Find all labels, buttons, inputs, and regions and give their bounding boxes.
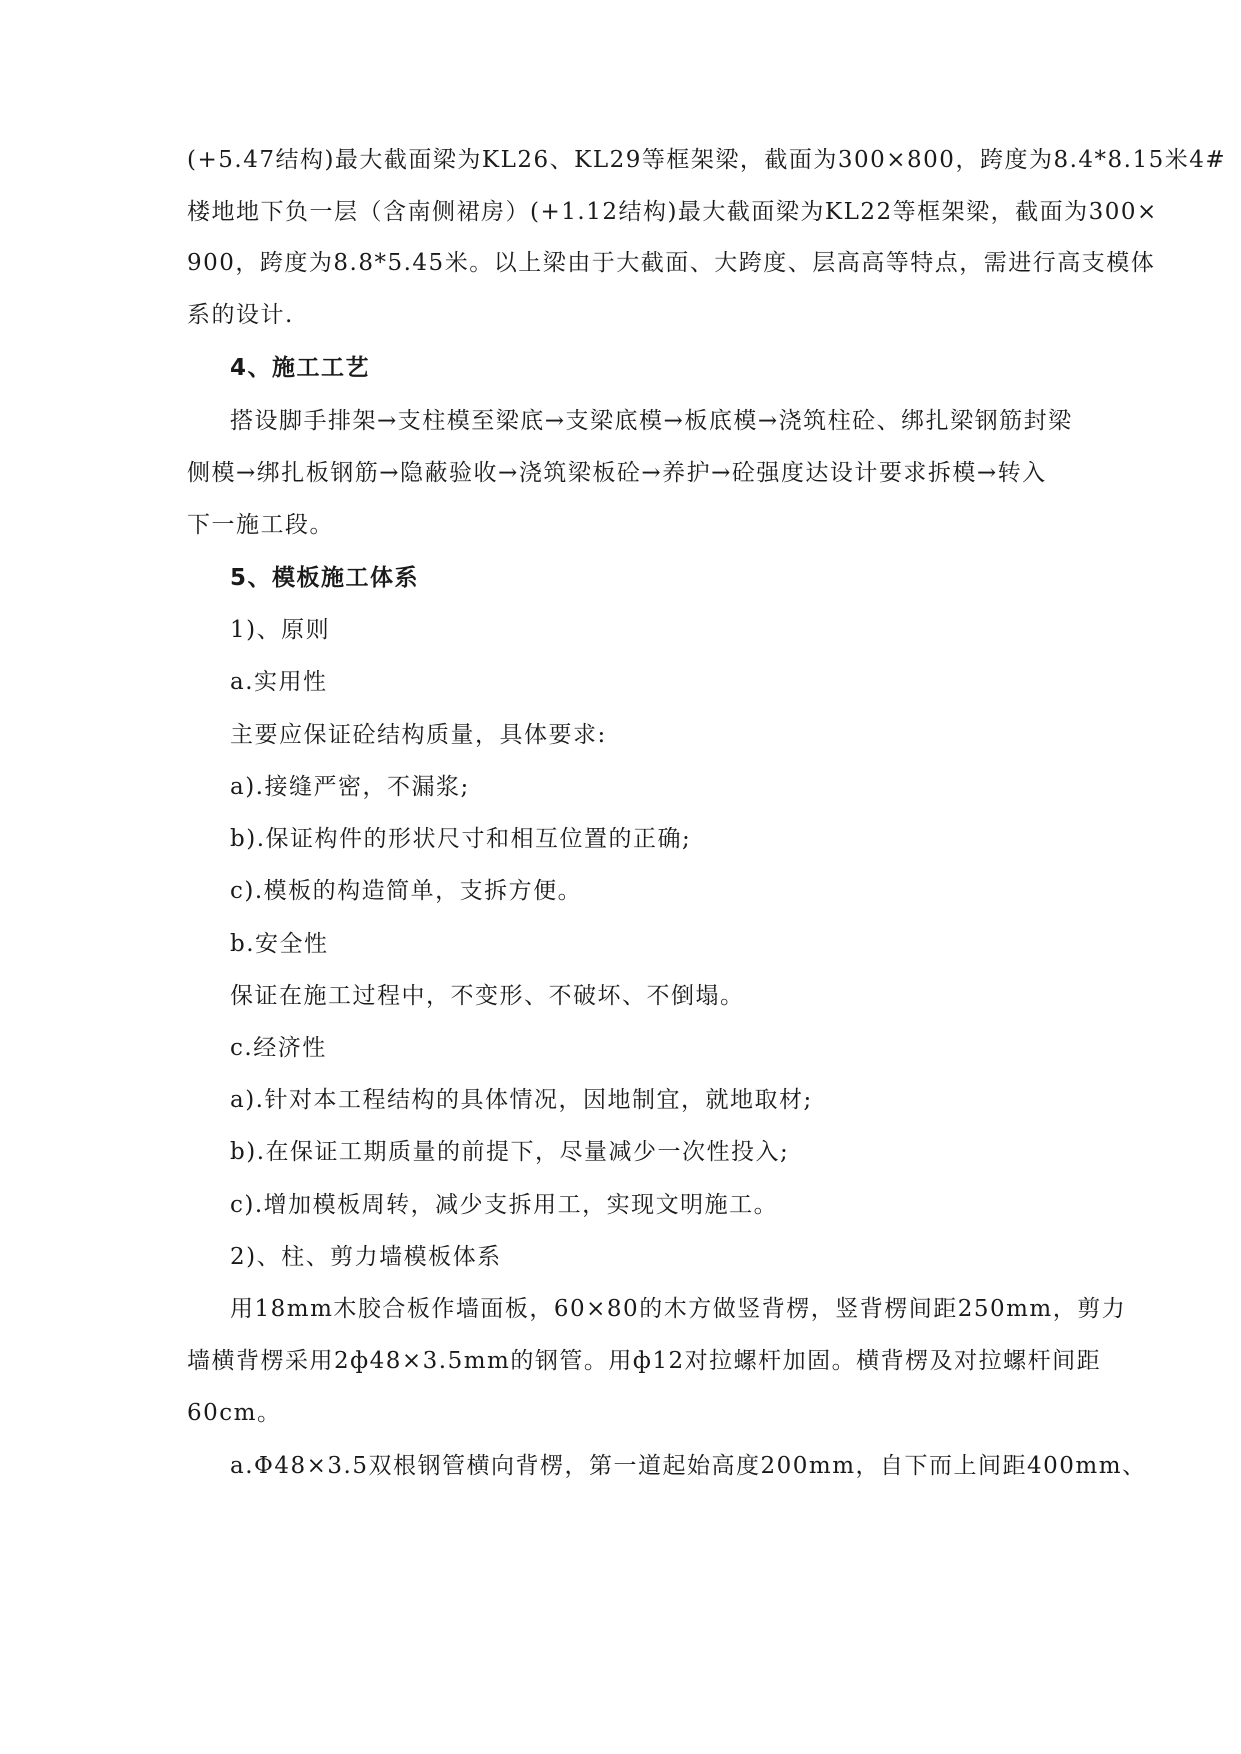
- economy-item-1: a).针对本工程结构的具体情况，因地制宜，就地取材;: [230, 1087, 813, 1113]
- principle-heading: 1)、原则: [230, 617, 331, 643]
- section-4-line-2: 侧模→绑扎板钢筋→隐蔽验收→浇筑梁板砼→养护→砼强度达设计要求拆模→转入: [187, 460, 1047, 486]
- economy-item-3: c).增加模板周转，减少支拆用工，实现文明施工。: [230, 1192, 779, 1218]
- economy-item-2: b).在保证工期质量的前提下，尽量减少一次性投入;: [230, 1139, 790, 1165]
- column-wall-heading: 2)、柱、剪力墙模板体系: [230, 1244, 502, 1270]
- column-wall-item-a: a.Φ48×3.5双根钢管横向背楞，第一道起始高度200mm，自下而上间距400mm、: [230, 1453, 1147, 1479]
- section-5-heading: 5、模板施工体系: [230, 565, 420, 591]
- economy-title: c.经济性: [230, 1035, 327, 1061]
- section-4-line-1: 搭设脚手排架→支柱模至梁底→支梁底模→板底模→浇筑柱砼、绑扎梁钢筋封梁: [230, 408, 1073, 434]
- practicality-item-1: a).接缝严密，不漏浆;: [230, 774, 470, 800]
- column-wall-line-1: 用18mm木胶合板作墙面板，60×80的木方做竖背楞，竖背楞间距250mm，剪力: [230, 1296, 1127, 1322]
- safety-title: b.安全性: [230, 931, 329, 957]
- intro-line-2: 楼地地下负一层（含南侧裙房）(+1.12结构)最大截面梁为KL22等框架梁，截面为300×: [187, 199, 1158, 225]
- column-wall-line-3: 60cm。: [187, 1400, 282, 1426]
- column-wall-line-2: 墙横背楞采用2ф48×3.5mm的钢管。用ф12对拉螺杆加固。横背楞及对拉螺杆间距: [187, 1348, 1102, 1374]
- intro-line-1: (+5.47结构)最大截面梁为KL26、KL29等框架梁，截面为300×800，跨度为8.4*8.15米4#: [187, 147, 1227, 173]
- practicality-intro: 主要应保证砼结构质量，具体要求:: [230, 722, 607, 748]
- safety-text: 保证在施工过程中，不变形、不破坏、不倒塌。: [230, 983, 745, 1009]
- intro-line-4: 系的设计.: [187, 302, 294, 328]
- intro-line-3: 900，跨度为8.8*5.45米。以上梁由于大截面、大跨度、层高高等特点，需进行高支模体: [187, 250, 1156, 276]
- section-4-line-3: 下一施工段。: [187, 512, 334, 538]
- section-4-heading: 4、施工工艺: [230, 355, 371, 381]
- practicality-item-3: c).模板的构造简单，支拆方便。: [230, 878, 583, 904]
- practicality-item-2: b).保证构件的形状尺寸和相互位置的正确;: [230, 826, 692, 852]
- practicality-title: a.实用性: [230, 669, 328, 695]
